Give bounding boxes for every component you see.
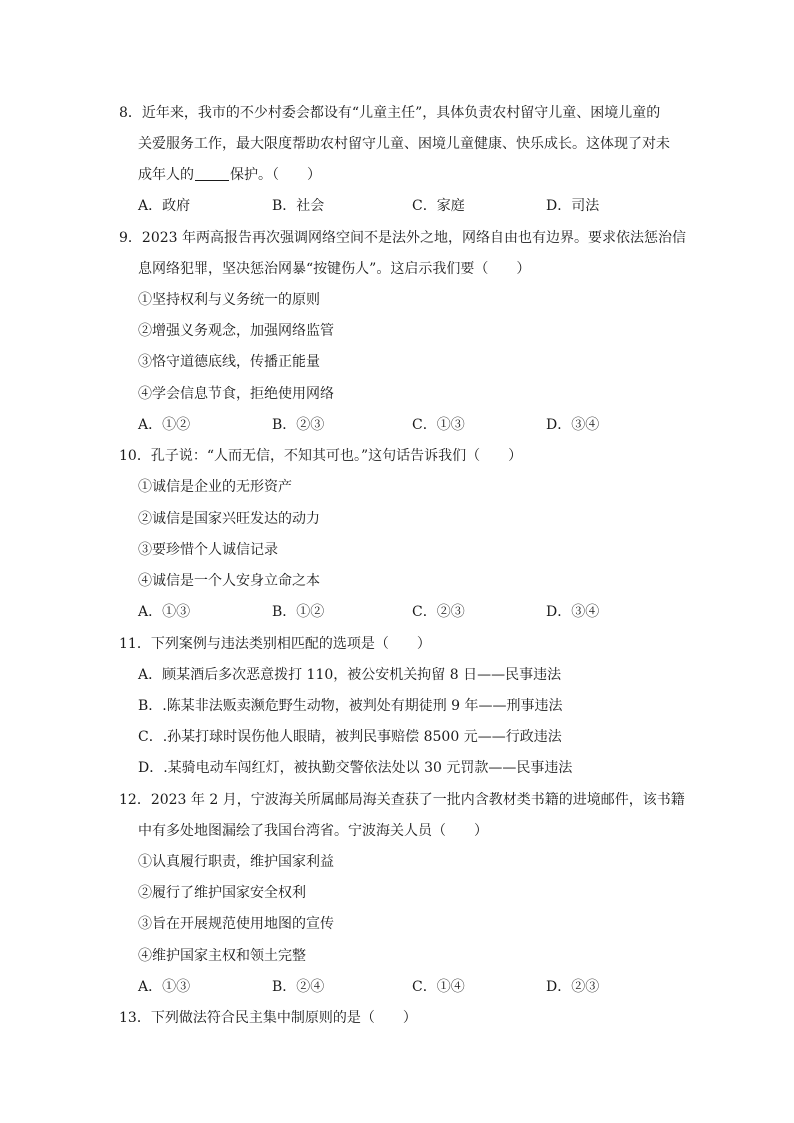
q9-item-2: ②增强义务观念，加强网络监管 <box>138 323 334 339</box>
q12-item-3: ③旨在开展规范使用地图的宣传 <box>138 916 334 932</box>
q12-option-a: A．①③ <box>138 979 191 995</box>
q10-item-3: ③要珍惜个人诚信记录 <box>138 542 278 558</box>
q11-option-d: D．.某骑电动车闯红灯，被执勤交警依法处以 30 元罚款——民事违法 <box>138 760 573 776</box>
q10-item-2: ②诚信是国家兴旺发达的动力 <box>138 511 320 527</box>
q9-item-3: ③恪守道德底线，传播正能量 <box>138 354 320 370</box>
q10-option-c: C．②③ <box>412 604 465 620</box>
q10-item-1: ①诚信是企业的无形资产 <box>138 479 292 495</box>
q12-option-d: D．②③ <box>546 979 600 995</box>
q9-option-b: B．②③ <box>272 417 325 433</box>
q12-item-4: ④维护国家主权和领土完整 <box>138 948 306 964</box>
q10-item-4: ④诚信是一个人安身立命之本 <box>138 573 320 589</box>
q8-option-d: D．司法 <box>546 198 600 214</box>
q8-line-3-pre: 成年人的 <box>138 167 194 183</box>
q9-item-1: ①坚持权利与义务统一的原则 <box>138 292 320 308</box>
q13-line-1: 13．下列做法符合民主集中制原则的是（ ） <box>119 1010 417 1026</box>
q9-option-d: D．③④ <box>546 417 600 433</box>
q8-line-3 <box>138 165 321 185</box>
q10-option-d: D．③④ <box>546 604 600 620</box>
q10-line-1: 10．孔子说：“人而无信，不知其可也。”这句话告诉我们（ ） <box>119 448 523 464</box>
q12-option-c: C．①④ <box>412 979 465 995</box>
q9-line-2: 息网络犯罪，坚决惩治网暴“按键伤人”。这启示我们要（ ） <box>138 261 531 277</box>
q12-line-1: 12．2023 年 2 月，宁波海关所属邮局海关查获了一批内含教材类书籍的进境邮件，该书籍 <box>119 792 685 808</box>
q8-option-b: B．社会 <box>272 198 325 214</box>
q8-line-2: 关爱服务工作，最大限度帮助农村留守儿童、困境儿童健康、快乐成长。这体现了对未 <box>138 136 670 152</box>
q10-option-a: A．①③ <box>138 604 191 620</box>
q11-option-c: C．.孙某打球时误伤他人眼睛，被判民事赔偿 8500 元——行政违法 <box>138 729 562 745</box>
q10-option-b: B．①② <box>272 604 325 620</box>
q11-line-1: 11．下列案例与违法类别相匹配的选项是（ ） <box>119 636 431 652</box>
q11-option-a: A．顾某酒后多次恶意拨打 110，被公安机关拘留 8 日——民事违法 <box>138 667 562 683</box>
answer-blank <box>195 166 229 181</box>
q9-option-c: C．①③ <box>412 417 465 433</box>
q8-line-3-post: 保护。（ ） <box>230 167 321 183</box>
q8-option-a: A．政府 <box>138 198 191 214</box>
q8-line-1: 8．近年来，我市的不少村委会都设有“儿童主任”，具体负责农村留守儿童、困境儿童的 <box>119 105 661 121</box>
q12-line-2: 中有多处地图漏绘了我国台湾省。宁波海关人员（ ） <box>138 823 488 839</box>
q9-line-1: 9．2023 年两高报告再次强调网络空间不是法外之地，网络自由也有边界。要求依法惩治信 <box>119 230 686 246</box>
q12-item-1: ①认真履行职责，维护国家利益 <box>138 854 334 870</box>
q12-item-2: ②履行了维护国家安全权利 <box>138 885 306 901</box>
q9-option-a: A．①② <box>138 417 191 433</box>
q9-item-4: ④学会信息节食，拒绝使用网络 <box>138 386 334 402</box>
q12-option-b: B．②④ <box>272 979 325 995</box>
q11-option-b: B．.陈某非法贩卖濒危野生动物，被判处有期徒刑 9 年——刑事违法 <box>138 698 563 714</box>
q8-option-c: C．家庭 <box>412 198 465 214</box>
